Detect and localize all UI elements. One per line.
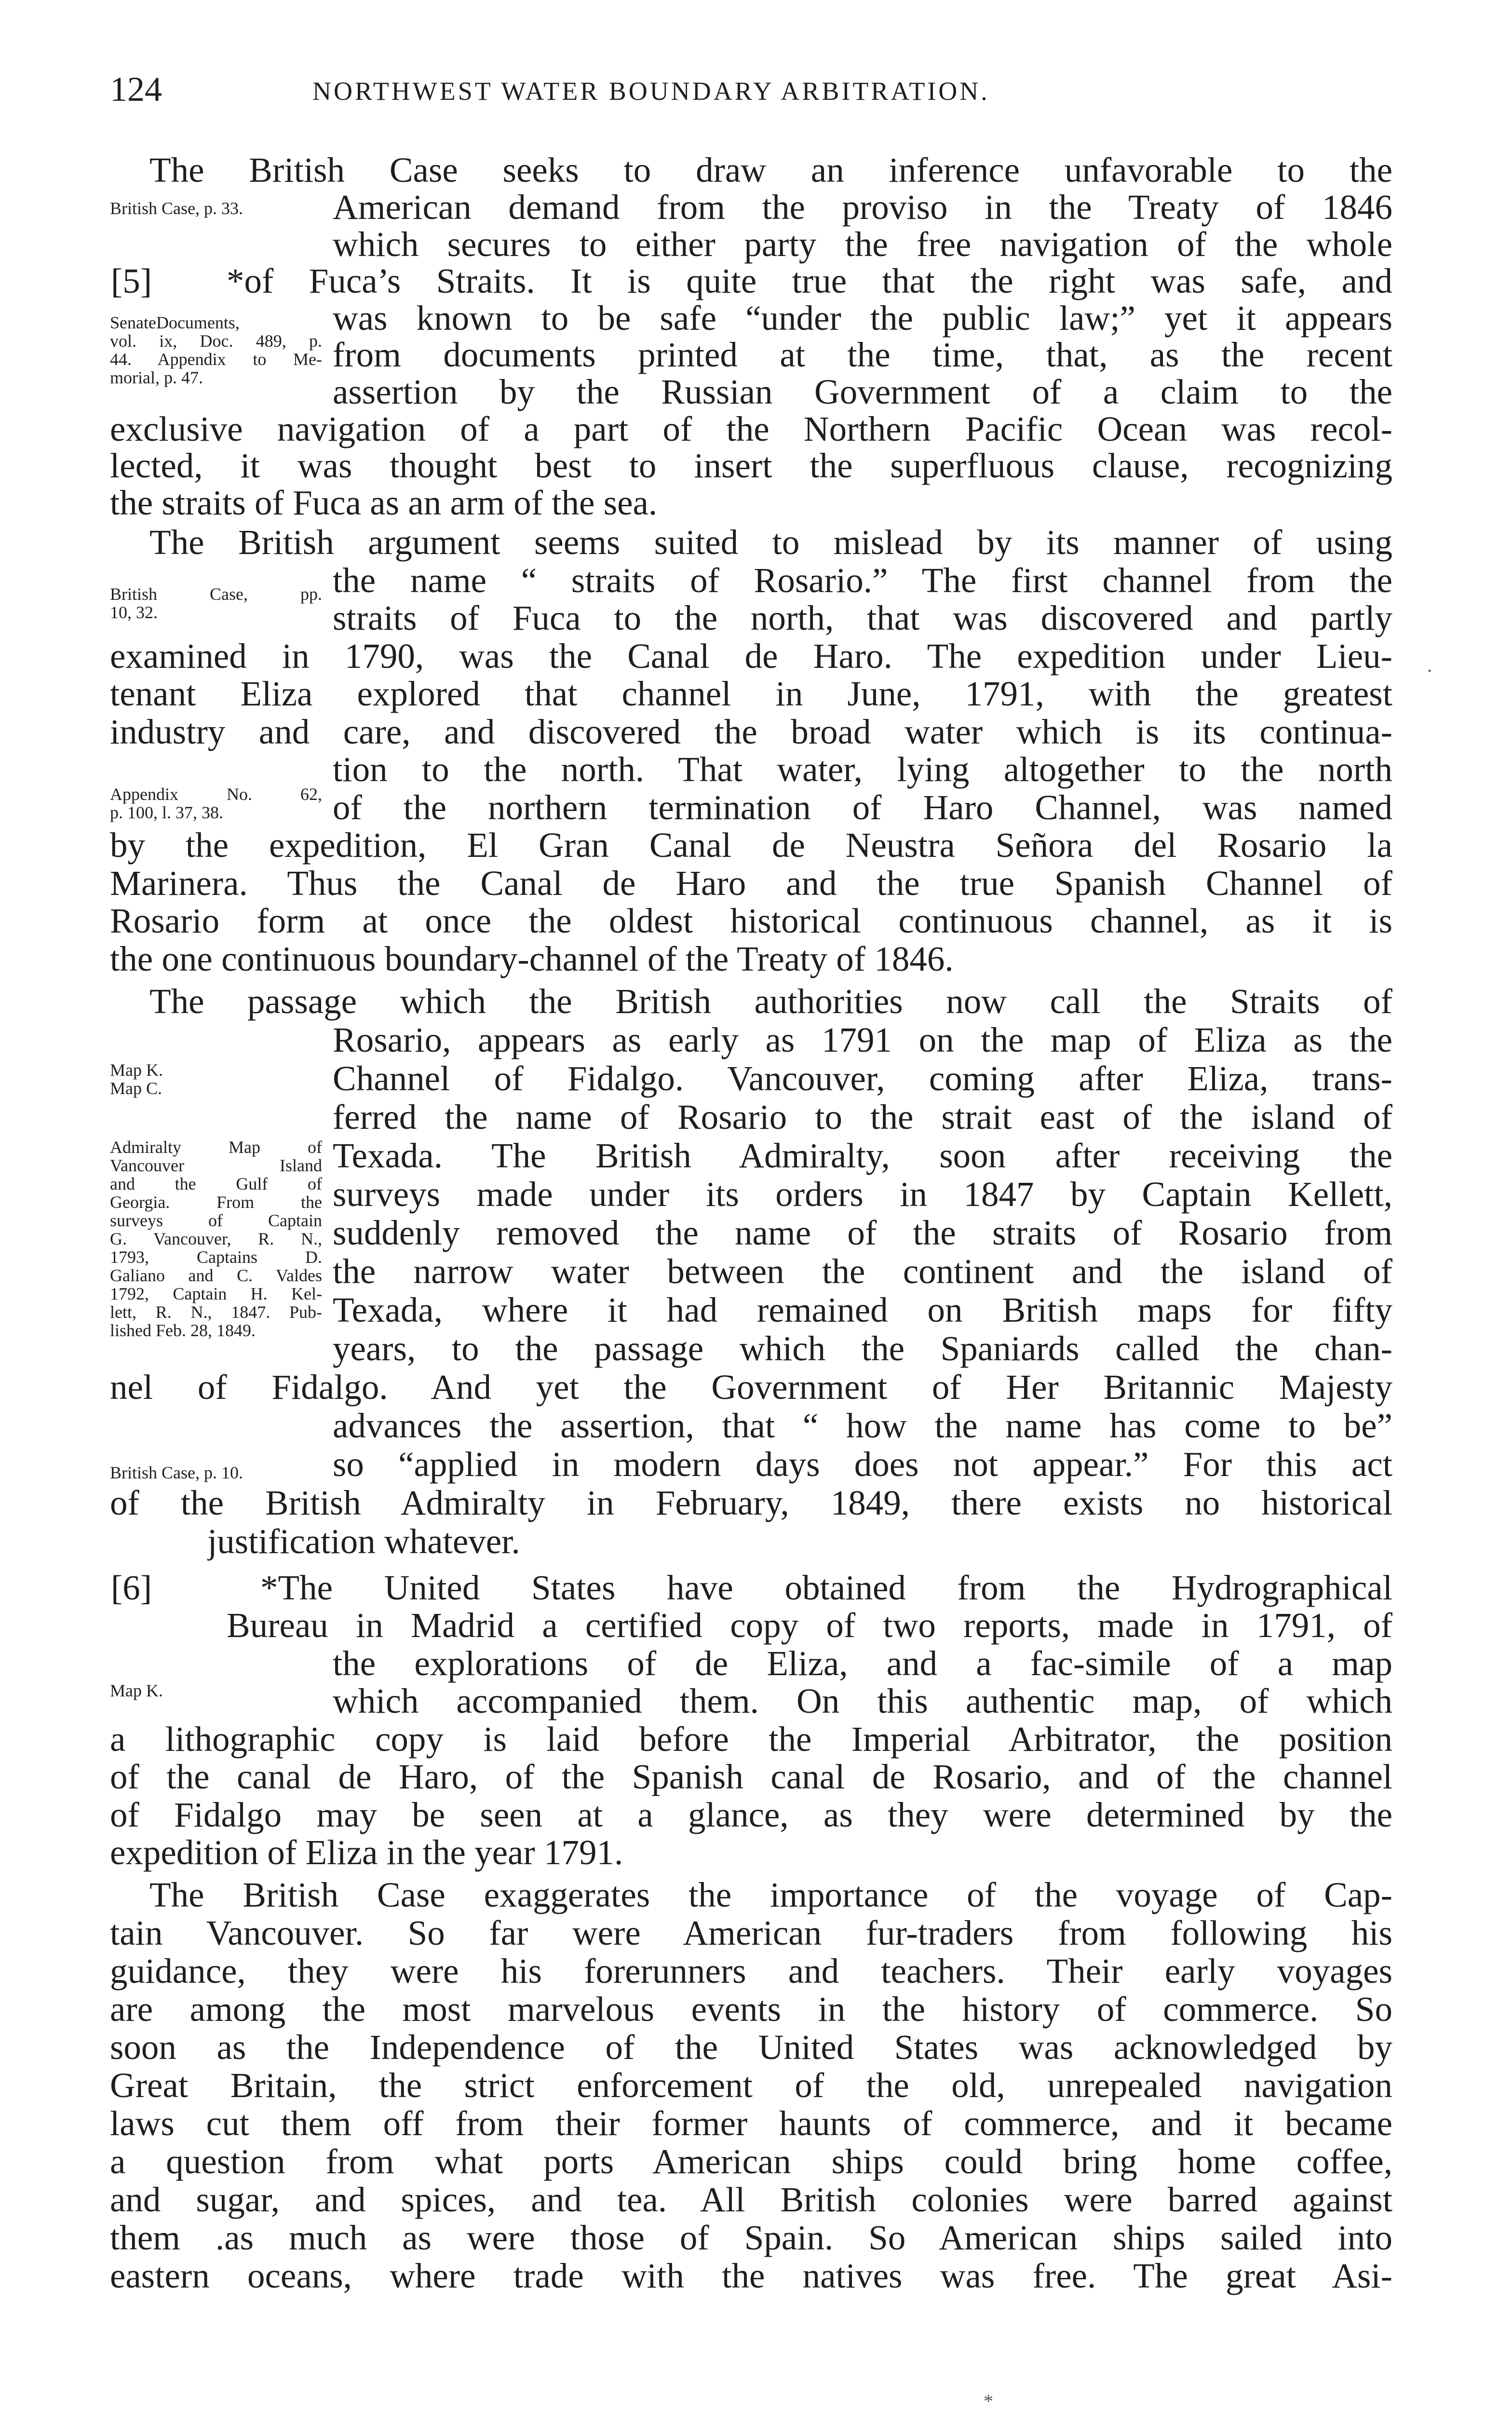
text-line: Marinera. Thus the Canal de Haro and the true Spanish Channel of: [110, 864, 1392, 903]
text-line: the one continuous boundary-channel of the Treaty of 1846.: [110, 939, 954, 978]
text-line: the straits of Fuca as an arm of the sea.: [110, 483, 658, 522]
side-note: British Case, p. 33.: [110, 199, 243, 218]
text-line: The British argument seems suited to mislead by its manner of using: [149, 523, 1392, 562]
text-line: eastern oceans, where trade with the natives was free. The great Asi-: [110, 2256, 1392, 2295]
text-line: *of Fuca’s Straits. It is quite true that the right was safe, and: [227, 261, 1392, 300]
stray-asterisk: *: [984, 2390, 993, 2411]
text-line: The passage which the British authorities now call the Straits of: [149, 982, 1392, 1021]
text-line: ferred the name of Rosario to the strait east of the island of: [333, 1097, 1392, 1137]
text-line: laws cut them off from their former haunts of commerce, and it became: [110, 2104, 1392, 2143]
page-marker-6: [6]: [111, 1568, 152, 1607]
running-title: NORTHWEST WATER BOUNDARY ARBITRATION.: [312, 77, 990, 106]
page-number: 124: [110, 70, 162, 108]
text-line: so “applied in modern days does not appear.” For this act: [333, 1445, 1392, 1484]
text-line: which accompanied them. On this authentic map, of which: [333, 1681, 1392, 1720]
side-note: Map K.: [110, 1681, 163, 1700]
text-line: and sugar, and spices, and tea. All British colonies were barred against: [110, 2180, 1392, 2219]
text-line: Rosario form at once the oldest historical continuous channel, as it is: [110, 901, 1392, 940]
text-line: of Fidalgo may be seen at a glance, as they were determined by the: [110, 1795, 1392, 1834]
text-line: a question from what ports American ships could bring home coffee,: [110, 2142, 1392, 2181]
text-line: tenant Eliza explored that channel in June, 1791, with the greatest: [110, 674, 1392, 713]
text-line: nel of Fidalgo. And yet the Government of Her Britannic Majesty: [110, 1368, 1392, 1407]
page-marker-5: [5]: [111, 261, 152, 300]
text-line: Texada. The British Admiralty, soon after receiving the: [333, 1136, 1392, 1175]
text-line: suddenly removed the name of the straits of Rosario from: [333, 1213, 1392, 1252]
text-line: industry and care, and discovered the broad water which is its continua-: [110, 712, 1392, 751]
side-note: Map K. Map C.: [110, 1060, 163, 1098]
side-note: Appendix No. 62, p. 100, l. 37, 38.: [110, 785, 322, 822]
text-line: years, to the passage which the Spaniards called the chan-: [333, 1329, 1392, 1368]
text-line: a lithographic copy is laid before the Imperial Arbitrator, the position: [110, 1720, 1392, 1759]
side-note: British Case, p. 10.: [110, 1463, 243, 1482]
text-line: Great Britain, the strict enforcement of the old, unrepealed navigation: [110, 2066, 1392, 2105]
text-line: of the British Admiralty in February, 1849, there exists no historical: [110, 1483, 1392, 1522]
text-line: straits of Fuca to the north, that was discovered and partly: [333, 598, 1392, 637]
text-line: Texada, where it had remained on British maps for fifty: [333, 1290, 1392, 1329]
text-line: them .as much as were those of Spain. So American ships sailed into: [110, 2218, 1392, 2257]
text-line: examined in 1790, was the Canal de Haro. The expedition under Lieu-: [110, 637, 1392, 676]
text-line: guidance, they were his forerunners and teachers. Their early voyages: [110, 1951, 1392, 1991]
text-line: exclusive navigation of a part of the Northern Pacific Ocean was recol-: [110, 409, 1392, 448]
side-note: SenateDocuments, vol. ix, Doc. 489, p. 44. Appendix to Me- morial, p. 47.: [110, 313, 322, 387]
text-line: which secures to either party the free navigation of the whole: [333, 225, 1392, 264]
side-note-admiralty-map: Admiralty Map of Vancouver Island and the Gulf of Georgia. From the surveys of Captain G. Vancouver, R. N., 1793, Captains D. Galiano and C. Valdes 1792, Captain H. Kel- lett, R. N., 1847. Pub- lished Feb. 28, 1849.: [110, 1138, 322, 1340]
text-line: the narrow water between the continent and the island of: [333, 1252, 1392, 1291]
text-line: of the canal de Haro, of the Spanish canal de Rosario, and of the channel: [110, 1757, 1392, 1796]
text-line: the explorations of de Eliza, and a fac-simile of a map: [333, 1644, 1392, 1683]
text-line: tain Vancouver. So far were American fur-traders from following his: [110, 1913, 1392, 1952]
text-line: assertion by the Russian Government of a claim to the: [333, 372, 1392, 411]
page-header: [110, 68, 1392, 111]
text-line: lected, it was thought best to insert the superfluous clause, recognizing: [110, 446, 1392, 485]
text-line: the name “ straits of Rosario.” The first channel from the: [333, 561, 1392, 600]
text-line: Rosario, appears as early as 1791 on the map of Eliza as the: [333, 1020, 1392, 1059]
stray-dot: .: [1427, 654, 1432, 676]
text-line: Channel of Fidalgo. Vancouver, coming after Eliza, trans-: [333, 1059, 1392, 1098]
text-line: of the northern termination of Haro Channel, was named: [333, 788, 1392, 827]
text-line: justification whatever.: [207, 1522, 520, 1561]
text-line: surveys made under its orders in 1847 by Captain Kellett,: [333, 1175, 1392, 1214]
text-line: Bureau in Madrid a certified copy of two reports, made in 1791, of: [227, 1606, 1392, 1645]
text-line: soon as the Independence of the United States was acknowledged by: [110, 2028, 1392, 2067]
text-line: The British Case seeks to draw an inference unfavorable to the: [149, 150, 1392, 190]
text-line: advances the assertion, that “ how the name has come to be”: [333, 1406, 1392, 1445]
text-line: expedition of Eliza in the year 1791.: [110, 1833, 623, 1872]
text-line: by the expedition, El Gran Canal de Neustra Señora del Rosario la: [110, 826, 1392, 865]
text-line: tion to the north. That water, lying altogether to the north: [333, 750, 1392, 789]
text-line: was known to be safe “under the public law;” yet it appears: [333, 298, 1392, 338]
text-line: from documents printed at the time, that, as the recent: [333, 335, 1392, 374]
text-line: *The United States have obtained from the Hydrographical: [260, 1568, 1392, 1607]
text-line: are among the most marvelous events in the history of commerce. So: [110, 1990, 1392, 2029]
side-note: British Case, pp. 10, 32.: [110, 584, 322, 622]
text-line: American demand from the proviso in the Treaty of 1846: [333, 188, 1392, 227]
text-line: The British Case exaggerates the importance of the voyage of Cap-: [149, 1875, 1392, 1914]
